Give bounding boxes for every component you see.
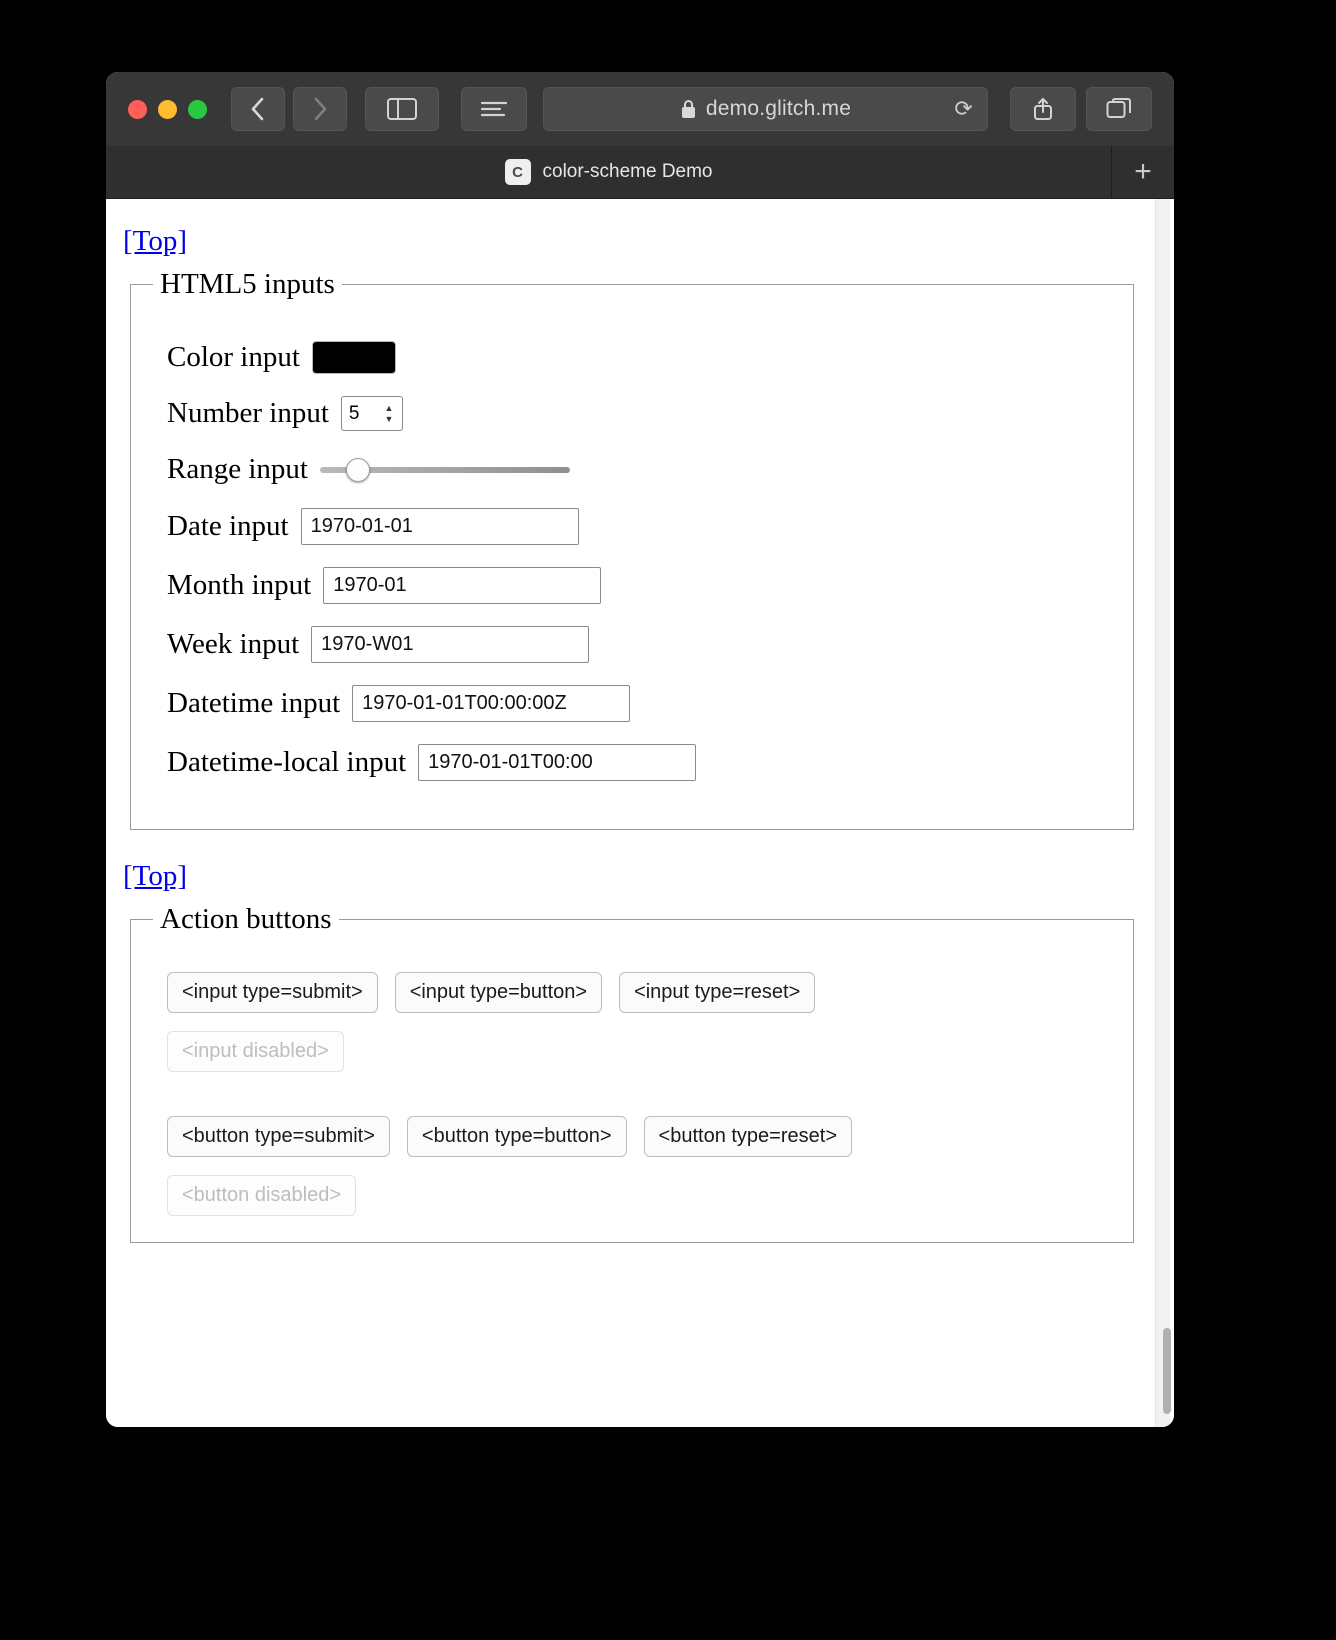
datetime-input[interactable] — [352, 685, 630, 722]
range-thumb[interactable] — [346, 458, 370, 482]
share-button[interactable] — [1010, 87, 1076, 131]
chevron-left-icon — [250, 96, 266, 122]
tabs-icon — [1106, 97, 1132, 121]
month-input-value: 1970-01 — [333, 574, 407, 596]
tab-strip — [106, 146, 1174, 199]
new-tab-button[interactable]: + — [1134, 155, 1152, 188]
date-input-value: 1970-01-01 — [310, 515, 413, 537]
button-button-button[interactable]: <button type=button> — [407, 1116, 627, 1157]
stepper-up-icon: ▲ — [384, 402, 394, 413]
number-stepper[interactable] — [380, 404, 398, 424]
input-submit-button[interactable]: <input type=submit> — [167, 972, 378, 1013]
datetime-local-input-value: 1970-01-01T00:00 — [428, 751, 593, 773]
number-input[interactable] — [341, 396, 403, 431]
color-input[interactable] — [312, 341, 396, 374]
button-disabled-button: <button disabled> — [167, 1175, 356, 1216]
input-disabled-button: <input disabled> — [167, 1031, 344, 1072]
vertical-scrollbar-thumb[interactable] — [1163, 1328, 1171, 1414]
input-button-button[interactable]: <input type=button> — [395, 972, 602, 1013]
datetime-input-value: 1970-01-01T00:00:00Z — [362, 692, 567, 714]
browser-window — [106, 72, 1174, 1427]
field-week-input — [167, 626, 1111, 663]
field-color-input — [167, 341, 1111, 374]
field-datetime-local-input — [167, 744, 1111, 781]
label-datetime-input: Datetime input — [167, 687, 341, 719]
datetime-local-input[interactable] — [418, 744, 696, 781]
reader-lines-icon — [480, 100, 508, 118]
field-month-input — [167, 567, 1111, 604]
close-window-button[interactable] — [128, 100, 147, 119]
chevron-right-icon — [312, 96, 328, 122]
input-reset-button[interactable]: <input type=reset> — [619, 972, 815, 1013]
forward-button[interactable] — [293, 87, 347, 131]
window-controls — [128, 100, 207, 119]
tab-favicon: C — [505, 159, 531, 185]
sidebar-icon — [387, 98, 417, 120]
button-disabled-row — [167, 1175, 1111, 1216]
label-week-input: Week input — [167, 628, 300, 660]
browser-toolbar — [106, 72, 1174, 146]
action-buttons-fieldset — [130, 903, 1134, 1243]
top-link-2[interactable]: [Top] — [123, 860, 188, 892]
label-color-input: Color input — [167, 341, 300, 373]
input-buttons-row — [167, 972, 1111, 1013]
field-date-input — [167, 508, 1111, 545]
field-number-input — [167, 396, 1111, 431]
field-range-input — [167, 453, 1111, 486]
month-input[interactable] — [323, 567, 601, 604]
html5-inputs-fieldset — [130, 268, 1134, 830]
button-elements-row — [167, 1116, 1111, 1157]
field-datetime-input — [167, 685, 1111, 722]
label-month-input: Month input — [167, 569, 312, 601]
address-bar[interactable] — [543, 87, 988, 131]
toolbar-right-buttons — [1010, 87, 1152, 131]
html5-inputs-legend: HTML5 inputs — [160, 268, 335, 300]
back-button[interactable] — [231, 87, 285, 131]
label-date-input: Date input — [167, 510, 289, 542]
tab-color-scheme-demo[interactable] — [106, 146, 1112, 198]
week-input-value: 1970-W01 — [321, 633, 414, 655]
date-input[interactable] — [301, 508, 579, 545]
stepper-down-icon: ▼ — [384, 413, 394, 424]
button-reset-button[interactable]: <button type=reset> — [644, 1116, 852, 1157]
input-disabled-row — [167, 1031, 1111, 1072]
page-viewport — [106, 199, 1174, 1427]
reader-view-button[interactable] — [461, 87, 527, 131]
label-number-input: Number input — [167, 397, 329, 429]
label-range-input: Range input — [167, 453, 308, 485]
label-datetime-local-input: Datetime-local input — [167, 746, 407, 778]
minimize-window-button[interactable] — [158, 100, 177, 119]
range-input[interactable] — [320, 460, 570, 480]
button-submit-button[interactable]: <button type=submit> — [167, 1116, 390, 1157]
share-icon — [1032, 96, 1054, 122]
week-input[interactable] — [311, 626, 589, 663]
tab-title: color-scheme Demo — [542, 161, 713, 182]
zoom-window-button[interactable] — [188, 100, 207, 119]
address-bar-url: demo.glitch.me — [705, 97, 852, 120]
action-buttons-legend: Action buttons — [160, 903, 332, 935]
show-tab-overview-button[interactable] — [1086, 87, 1152, 131]
vertical-scrollbar-track[interactable] — [1155, 199, 1170, 1427]
page-content — [106, 199, 1174, 1243]
top-link-1[interactable]: [Top] — [123, 225, 188, 257]
sidebar-toggle-button[interactable] — [365, 87, 439, 131]
lock-icon — [680, 99, 697, 120]
number-input-value: 5 — [348, 402, 360, 424]
reload-button[interactable]: ⟳ — [954, 96, 973, 121]
navigation-buttons — [231, 87, 347, 131]
